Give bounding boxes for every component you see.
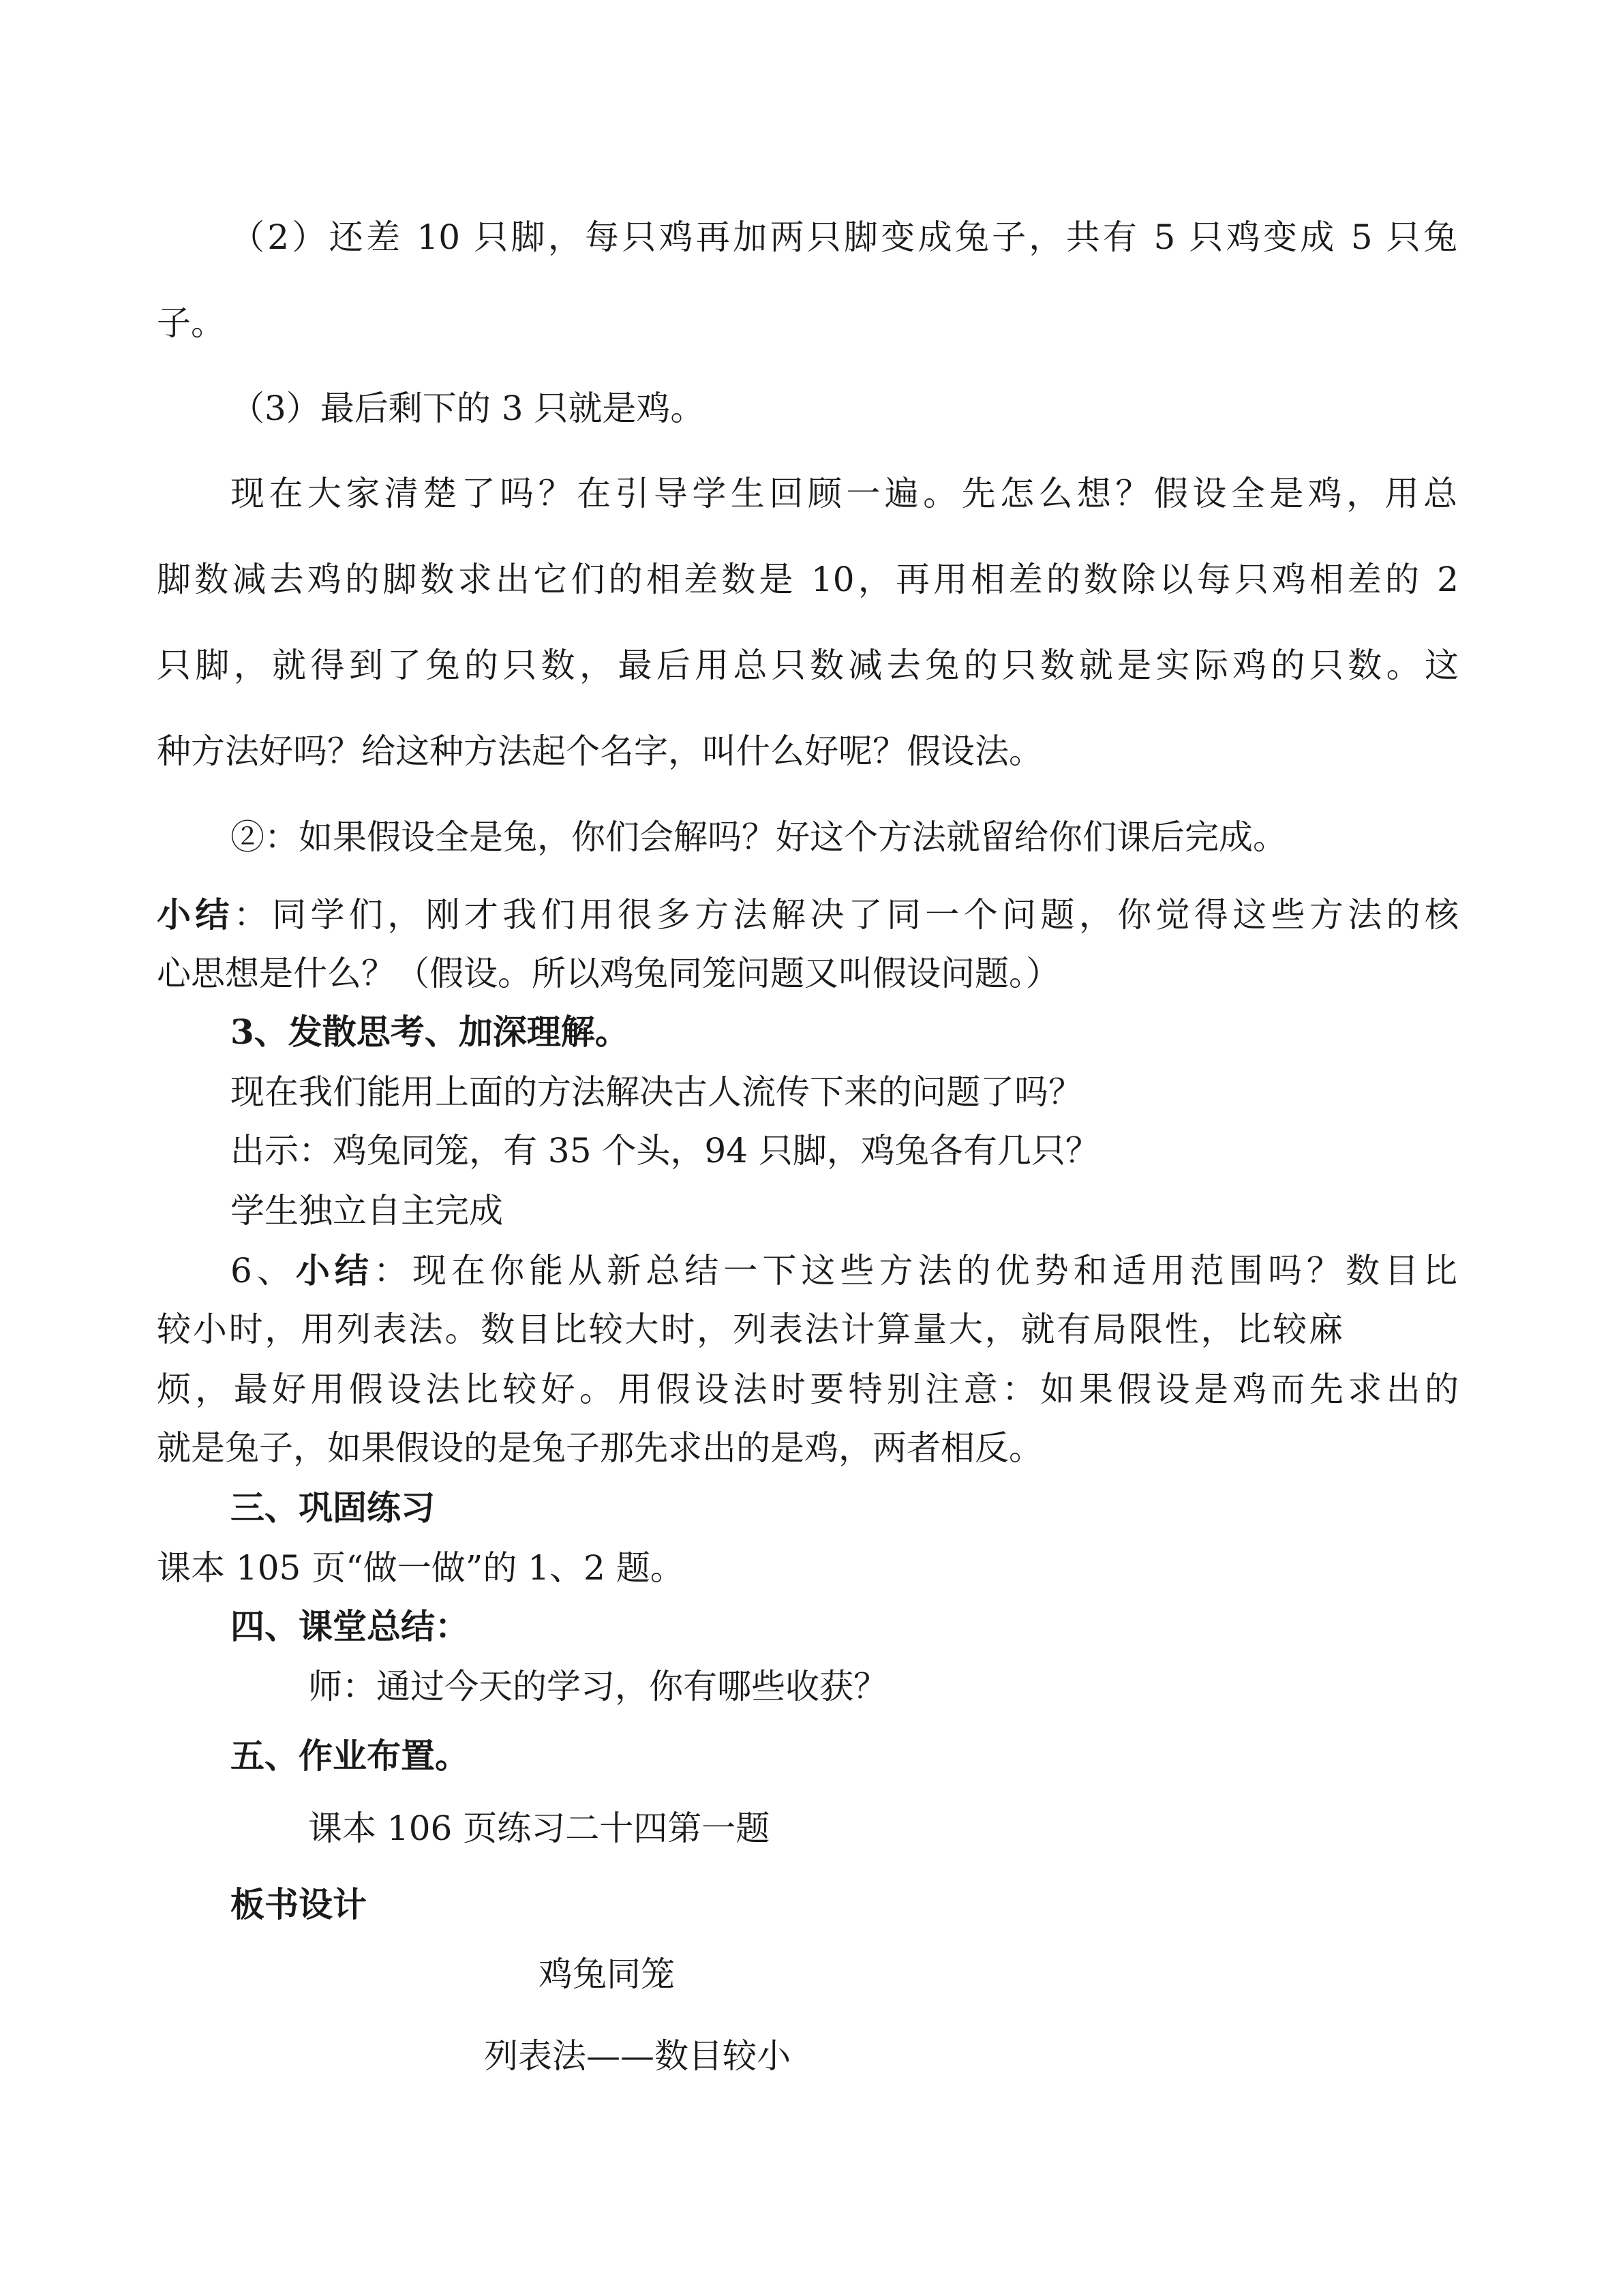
- summary-label: 小结: [295, 1250, 374, 1290]
- para-line: 烦，最好用假设法比较好。用假设法时要特别注意：如果假设是鸡而先求出的: [157, 1370, 1459, 1409]
- para-line: 课本 106 页练习二十四第一题: [308, 1809, 770, 1848]
- para-line: 出示：鸡兔同笼，有 35 个头，94 只脚，鸡兔各有几只？: [230, 1131, 1099, 1170]
- summary-line: [230, 1250, 1457, 1291]
- para-line: 课本 105 页“做一做”的 1、2 题。: [157, 1548, 684, 1588]
- summary-number: 6、: [230, 1251, 296, 1290]
- summary-line: [157, 894, 1459, 935]
- para-line: 现在我们能用上面的方法解决古人流传下来的问题了吗？: [230, 1072, 1082, 1112]
- para-line: （2）还差 10 只脚，每只鸡再加两只脚变成兔子，共有 5 只鸡变成 5 只兔: [230, 217, 1457, 257]
- para-line: 种方法好吗？给这种方法起个名字，叫什么好呢？假设法。: [157, 731, 1043, 771]
- summary-text: ：现在你能从新总结一下这些方法的优势和适用范围吗？数目比: [373, 1251, 1458, 1290]
- board-title: 鸡兔同笼: [539, 1954, 675, 1994]
- para-line: ②：如果假设全是兔，你们会解吗？好这个方法就留给你们课后完成。: [230, 817, 1287, 857]
- section-heading: 3、发散思考、加深理解。: [230, 1012, 629, 1052]
- para-line: 脚数减去鸡的脚数求出它们的相差数是 10，再用相差的数除以每只鸡相差的 2: [157, 560, 1459, 599]
- para-line: 只脚，就得到了兔的只数，最后用总只数减去兔的只数就是实际鸡的只数。这: [157, 646, 1459, 685]
- section-heading: 三、巩固练习: [230, 1487, 435, 1528]
- para-line: （3）最后剩下的 3 只就是鸡。: [230, 389, 705, 428]
- board-heading: 板书设计: [230, 1884, 367, 1924]
- section-heading: 五、作业布置。: [230, 1736, 469, 1776]
- para-line: 师：通过今天的学习，你有哪些收获？: [308, 1667, 888, 1706]
- para-line: 学生独立自主完成: [230, 1191, 503, 1230]
- para-line: 就是兔子，如果假设的是兔子那先求出的是鸡，两者相反。: [157, 1428, 1043, 1468]
- para-line: 现在大家清楚了吗？在引导学生回顾一遍。先怎么想？假设全是鸡，用总: [230, 474, 1457, 513]
- section-heading: 四、课堂总结：: [230, 1606, 469, 1646]
- summary-label: 小结: [157, 894, 234, 935]
- para-line: 子。: [157, 303, 225, 343]
- board-line: 列表法——数目较小: [484, 2036, 791, 2076]
- summary-line: 心思想是什么？（假设。所以鸡兔同笼问题又叫假设问题。）: [157, 954, 1060, 993]
- summary-text: ：同学们，刚才我们用很多方法解决了同一个问题，你觉得这些方法的核: [233, 895, 1459, 935]
- para-line: 较小时，用列表法。数目比较大时，列表法计算量大，就有局限性，比较麻: [157, 1310, 1343, 1349]
